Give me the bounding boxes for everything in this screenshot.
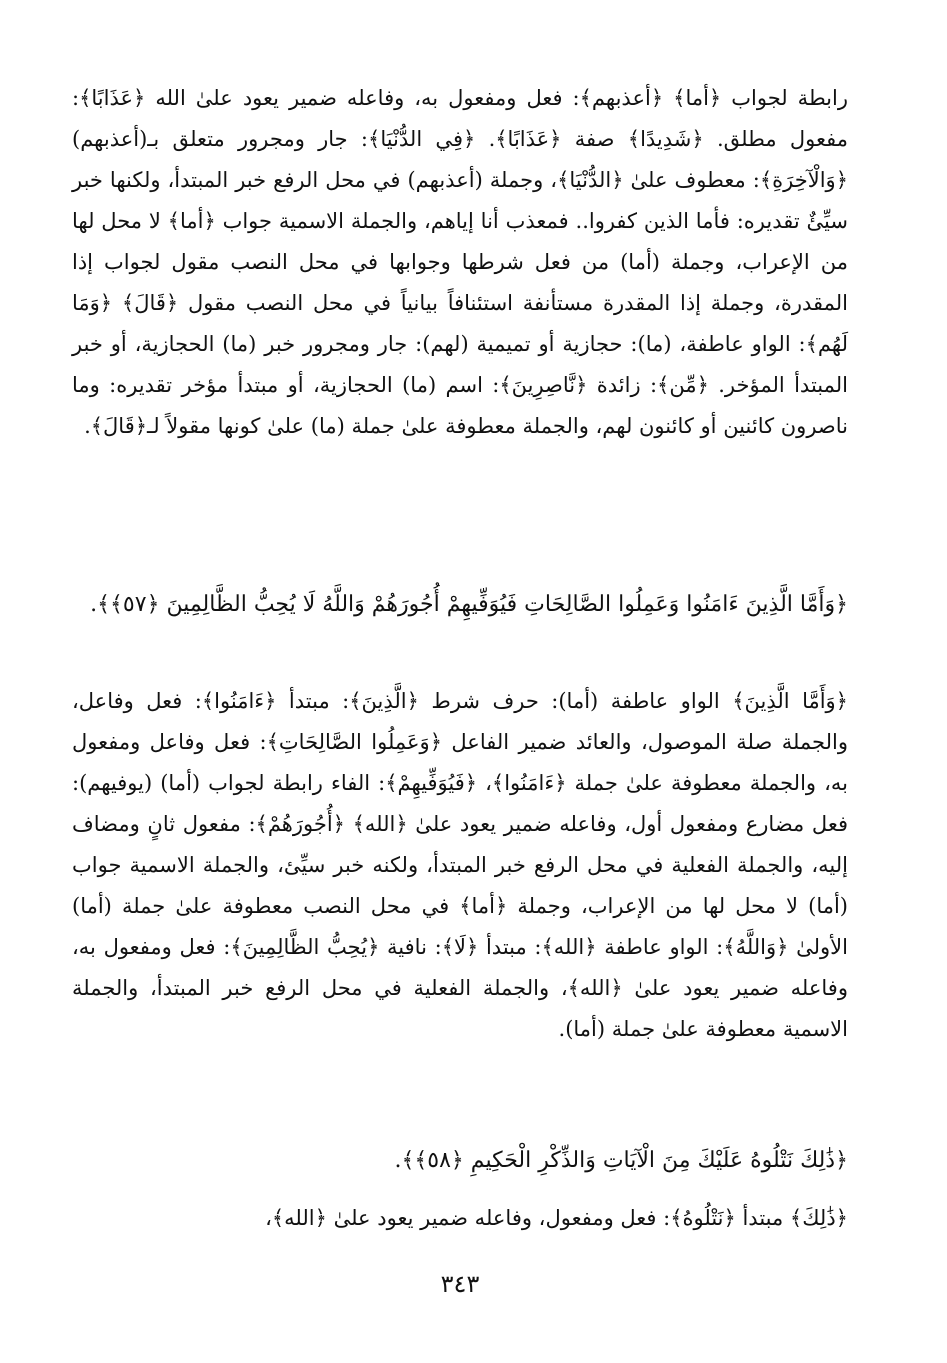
paragraph-grammar-analysis-2: ﴿وَأَمَّا الَّذِينَ﴾ الواو عاطفة (أما): حرف شرط ﴿الَّذِينَ﴾: مبتدأ ﴿ءَامَنُوا﴾: فعل وفاعل، والجملة صلة الموصول، والعائد ضمير الفاعل ﴿وَعَمِلُوا الصَّالِحَاتِ﴾: فعل وفاعل ومفعول به، والجملة معطوفة علىٰ جملة ﴿ءَامَنُوا﴾، ﴿فَيُوَفِّيهِمْ﴾: الفاء رابطة لجواب (أما) (يوفيهم): فعل مضارع ومفعول أول، وفاعله ضمير يعود علىٰ ﴿الله﴾ ﴿أُجُورَهُمْ﴾: مفعول ثانٍ ومضاف إليه، والجملة الفعلية في محل الرفع خبر المبتدأ، ولكنه خبر سيِّئ، والجملة الاسمية جواب (أما) لا محل لها من الإعراب، وجملة ﴿أما﴾ في محل النصب معطوفة علىٰ جملة (أما) الأولىٰ ﴿وَاللَّهُ﴾: الواو عاطفة ﴿الله﴾: مبتدأ ﴿لَا﴾: نافية ﴿يُحِبُّ الظَّالِمِينَ﴾: فعل ومفعول به، وفاعله ضمير يعود علىٰ ﴿الله﴾، والجملة الفعلية في محل الرفع خبر المبتدأ، والجملة الاسمية معطوفة علىٰ جملة (أما). [72,689,848,1041]
book-page [72,78,848,1318]
quran-verse-58: ﴿ذَٰلِكَ نَتْلُوهُ عَلَيْكَ مِنَ الْآيَاتِ وَالذِّكْرِ الْحَكِيمِ ﴿٥٨﴾﴾. [394,1148,848,1173]
page-number: ٣٤٣ [440,1270,480,1298]
paragraph-grammar-analysis-3: ﴿ذَٰلِكَ﴾ مبتدأ ﴿نَتْلُوهُ﴾: فعل ومفعول، وفاعله ضمير يعود علىٰ ﴿الله﴾، [265,1206,848,1230]
paragraph-grammar-analysis-1: رابطة لجواب ﴿أما﴾ ﴿أعذبهم﴾: فعل ومفعول به، وفاعله ضمير يعود علىٰ الله ﴿عَذَابًا﴾: مفعول مطلق. ﴿شَدِيدًا﴾ صفة ﴿عَذَابًا﴾. ﴿فِي الدُّنْيَا﴾: جار ومجرور متعلق بـ(أعذبهم) ﴿وَالْآخِرَةِ﴾: معطوف علىٰ ﴿الدُّنْيَا﴾، وجملة (أعذبهم) في محل الرفع خبر المبتدأ، ولكنها خبر سيِّئٌ تقديره: فأما الذين كفروا.. فمعذب أنا إياهم، والجملة الاسمية جواب ﴿أما﴾ لا محل لها من الإعراب، وجملة (أما) من فعل شرطها وجوابها في محل النصب مقول لجواب إذا المقدرة، وجملة إذا المقدرة مستأنفة استئنافاً بيانياً في محل النصب مقول ﴿قَالَ﴾ ﴿وَمَا لَهُم﴾: الواو عاطفة، (ما): حجازية أو تميمية (لهم): جار ومجرور خبر (ما) الحجازية، أو خبر المبتدأ المؤخر. ﴿مِّن﴾: زائدة ﴿نَّاصِرِينَ﴾: اسم (ما) الحجازية، أو مبتدأ مؤخر تقديره: وما ناصرون كائنين أو كائنون لهم، والجملة معطوفة علىٰ جملة (ما) علىٰ كونها مقولاً لـ﴿قَالَ﴾. [72,86,848,438]
quran-verse-57: ﴿وَأَمَّا الَّذِينَ ءَامَنُوا وَعَمِلُوا الصَّالِحَاتِ فَيُوَفِّيهِمْ أُجُورَهُمْ وَاللَّهُ لَا يُحِبُّ الظَّالِمِينَ ﴿٥٧﴾﴾. [90,592,848,617]
